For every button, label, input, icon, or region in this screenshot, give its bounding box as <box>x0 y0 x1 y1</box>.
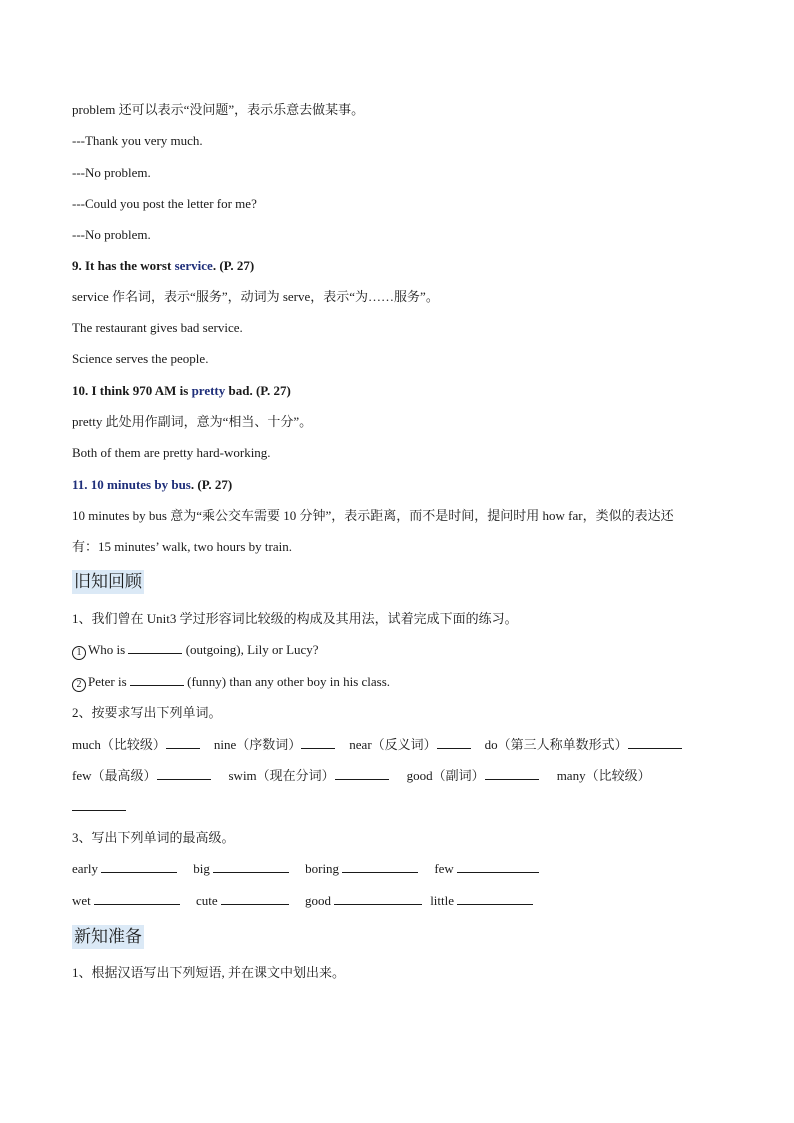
word-prompt: much（比较级） <box>72 737 166 752</box>
item-11-explanation-cont: 有：15 minutes’ walk, two hours by train. <box>72 539 293 554</box>
item-9-explanation: service 作名词，表示“服务”，动词为 serve，表示“为……服务”。 <box>72 289 439 304</box>
answer-blank[interactable] <box>213 860 289 873</box>
item-11-prefix: 11. <box>72 477 91 492</box>
review-section-heading: 旧知回顾 <box>74 572 142 592</box>
word-prompt: cute <box>196 893 218 908</box>
answer-blank[interactable] <box>334 892 422 905</box>
exercise-text: (outgoing), Lily or Lucy? <box>182 642 319 657</box>
answer-blank[interactable] <box>130 673 184 686</box>
answer-blank[interactable] <box>101 860 177 873</box>
answer-blank[interactable] <box>457 860 539 873</box>
word-prompt: little <box>430 893 455 908</box>
answer-blank[interactable] <box>342 860 418 873</box>
item-10-explanation: pretty 此处用作副词，意为“相当、十分”。 <box>72 414 313 429</box>
answer-blank[interactable] <box>94 892 180 905</box>
word-prompt: few（最高级） <box>72 768 157 783</box>
word-prompt: good（副词） <box>406 768 485 783</box>
new-question-1: 1、根据汉语写出下列短语, 并在课文中划出来。 <box>72 965 346 980</box>
word-prompt: good <box>304 893 331 908</box>
word-prompt: early <box>72 861 98 876</box>
exercise-text: Who is <box>88 642 129 657</box>
item-9-prefix: 9. It has the worst <box>72 258 175 273</box>
dialog-line: ---Could you post the letter for me? <box>72 196 257 211</box>
item-9-keyword: service <box>174 258 213 273</box>
item-9-example: The restaurant gives bad service. <box>72 320 243 335</box>
item-11-heading <box>72 476 232 494</box>
word-prompt: swim（现在分词） <box>228 768 335 783</box>
answer-blank[interactable] <box>628 736 682 749</box>
answer-blank[interactable] <box>335 767 389 780</box>
item-10-prefix: 10. I think 970 AM is <box>72 383 192 398</box>
word-prompt: do（第三人称单数形式） <box>484 737 628 752</box>
dialog-line: ---No problem. <box>72 165 151 180</box>
review-question-2: 2、按要求写出下列单词。 <box>72 705 222 720</box>
answer-blank[interactable] <box>157 767 211 780</box>
answer-blank[interactable] <box>437 736 471 749</box>
exercise-text: Peter is <box>88 674 130 689</box>
answer-blank[interactable] <box>457 892 533 905</box>
exercise-text: (funny) than any other boy in his class. <box>183 674 391 689</box>
word-prompt: nine（序数词） <box>213 737 302 752</box>
item-10-heading <box>72 382 291 400</box>
answer-blank[interactable] <box>301 736 335 749</box>
word-prompt: near（反义词） <box>349 737 437 752</box>
review-exercise-1b <box>72 673 390 692</box>
answer-blank[interactable] <box>485 767 539 780</box>
word-prompt: big <box>193 861 210 876</box>
item-10-suffix: bad. (P. 27) <box>225 383 291 398</box>
word-row-wrap <box>72 798 126 816</box>
circled-number: 1 <box>72 646 86 660</box>
review-exercise-1a <box>72 641 319 660</box>
word-row <box>72 767 651 785</box>
word-prompt: many（比较级） <box>556 768 651 783</box>
answer-blank[interactable] <box>166 736 200 749</box>
review-question-3: 3、写出下列单词的最高级。 <box>72 830 235 845</box>
word-row <box>72 736 682 754</box>
answer-blank[interactable] <box>221 892 289 905</box>
item-9-heading <box>72 257 254 275</box>
dialog-line: ---Thank you very much. <box>72 133 203 148</box>
new-section-heading: 新知准备 <box>74 927 142 947</box>
word-prompt: few <box>434 861 454 876</box>
item-10-keyword: pretty <box>191 383 226 398</box>
item-10-example: Both of them are pretty hard-working. <box>72 445 271 460</box>
superlative-row <box>72 860 539 878</box>
word-prompt: wet <box>72 893 91 908</box>
item-9-suffix: . (P. 27) <box>212 258 255 273</box>
item-11-suffix: . (P. 27) <box>190 477 233 492</box>
review-question-1: 1、我们曾在 Unit3 学过形容词比较级的构成及其用法，试着完成下面的练习。 <box>72 611 518 626</box>
circled-number: 2 <box>72 678 86 692</box>
note-line: problem 还可以表示“没问题”，表示乐意去做某事。 <box>72 102 365 117</box>
word-prompt: boring <box>305 861 340 876</box>
answer-blank[interactable] <box>128 641 182 654</box>
dialog-line: ---No problem. <box>72 227 151 242</box>
item-11-explanation: 10 minutes by bus 意为“乘公交车需要 10 分钟”，表示距离，而不是时间，提问时用 how far，类似的表达还 <box>72 508 674 523</box>
answer-blank[interactable] <box>72 798 126 811</box>
item-11-keyword: 10 minutes by bus <box>90 477 191 492</box>
superlative-row <box>72 892 533 910</box>
item-9-example: Science serves the people. <box>72 351 209 366</box>
